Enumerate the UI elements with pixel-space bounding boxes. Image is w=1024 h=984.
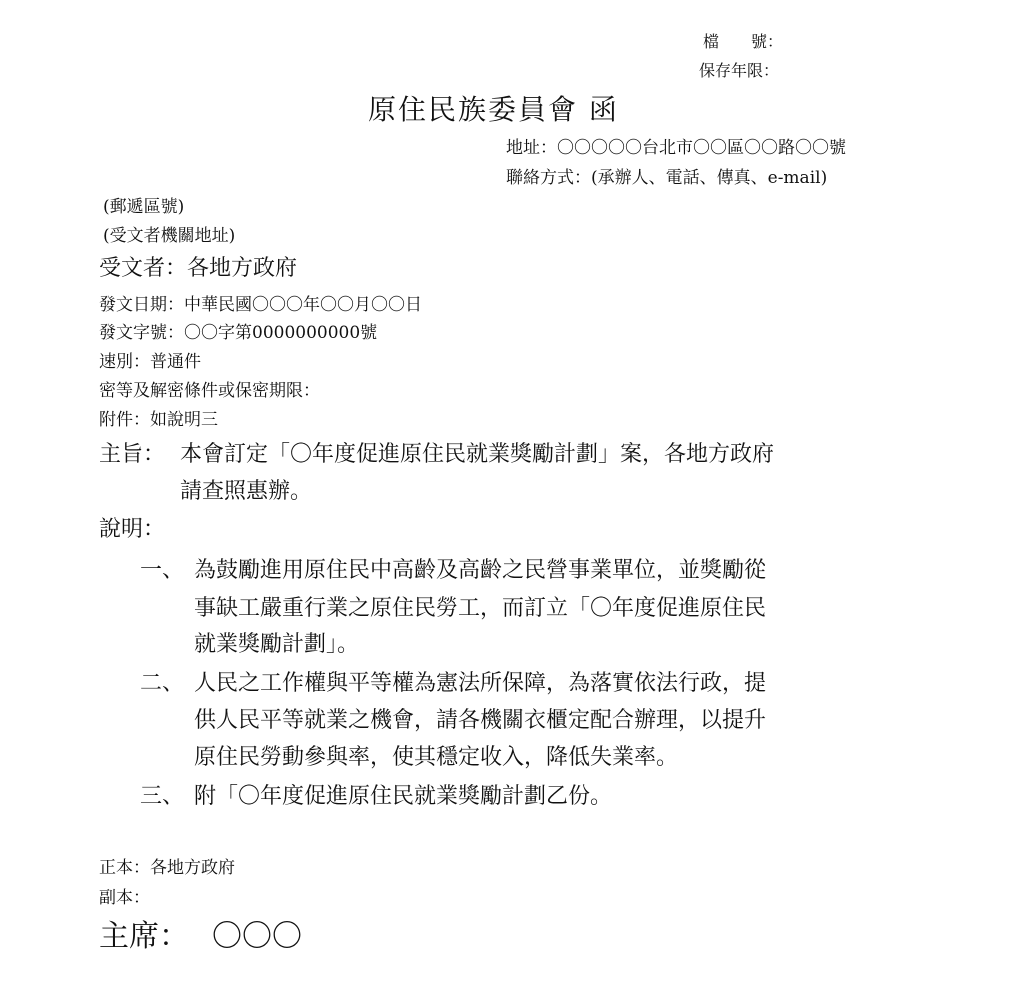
explanation-label: 說明：: [99, 517, 166, 542]
item-marker: 一、: [140, 558, 185, 583]
recipient-line: 受文者：各地方政府: [99, 256, 298, 281]
issue-number: 發文字號：〇〇字第0000000000號: [99, 323, 378, 343]
postal-code-placeholder: (郵遞區號): [103, 197, 185, 217]
item-line: 就業獎勵計劃」。: [194, 632, 360, 657]
signature-name: 〇〇〇: [212, 919, 302, 954]
subject-line-2: 請查照惠辦。: [180, 479, 313, 504]
subject-line-1: 本會訂定「〇年度促進原住民就業獎勵計劃」案，各地方政府: [180, 442, 775, 467]
item-line: 人民之工作權與平等權為憲法所保障，為落實依法行政，提: [194, 671, 767, 696]
original-recipient: 正本：各地方政府: [99, 858, 235, 878]
file-number-label: 檔 號：: [703, 32, 784, 51]
delivery-speed: 速別：普通件: [99, 352, 201, 372]
item-line: 事缺工嚴重行業之原住民勞工，而訂立「〇年度促進原住民: [194, 596, 767, 621]
item-line: 附「〇年度促進原住民就業獎勵計劃乙份。: [194, 784, 613, 809]
document-title: 原住民族委員會 函: [368, 93, 619, 126]
item-line: 供人民平等就業之機會，請各機關衣櫃定配合辦理，以提升: [194, 708, 767, 733]
signature-label: 主席：: [99, 919, 189, 954]
recipient-address-placeholder: (受文者機關地址): [103, 226, 236, 246]
copy-recipient: 副本：: [99, 888, 150, 908]
retention-period-label: 保存年限：: [699, 61, 780, 80]
issue-date: 發文日期：中華民國〇〇〇年〇〇月〇〇日: [99, 295, 422, 315]
subject-label: 主旨：: [99, 442, 166, 467]
classification: 密等及解密條件或保密期限：: [99, 381, 320, 401]
item-line: 為鼓勵進用原住民中高齡及高齡之民營事業單位，並獎勵從: [194, 558, 767, 583]
sender-contact: 聯絡方式：(承辦人、電話、傳真、e-mail): [506, 168, 828, 188]
sender-address: 地址：〇〇〇〇〇台北市〇〇區〇〇路〇〇號: [506, 138, 846, 158]
attachment: 附件：如說明三: [99, 410, 218, 430]
item-line: 原住民勞動參與率，使其穩定收入，降低失業率。: [194, 745, 679, 770]
item-marker: 三、: [140, 784, 185, 809]
item-marker: 二、: [140, 671, 185, 696]
